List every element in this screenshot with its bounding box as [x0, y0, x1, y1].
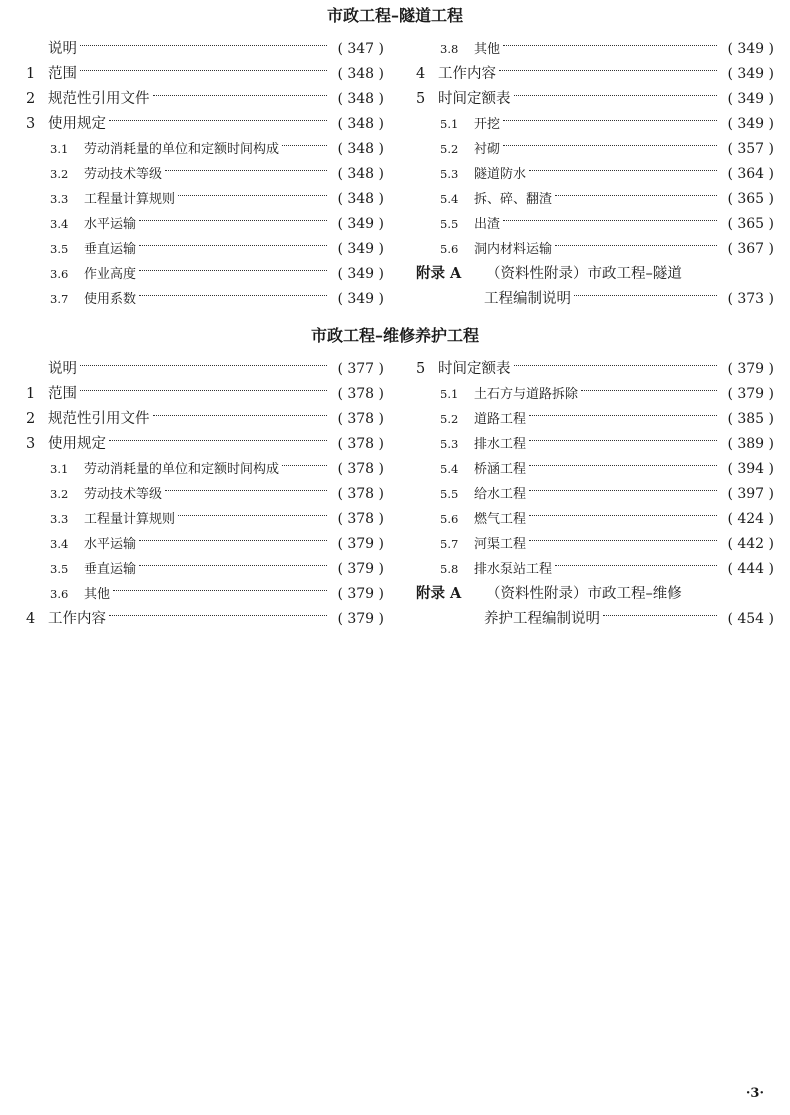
toc-entry-number: 5.6	[440, 512, 459, 526]
toc-entry-page: ( 349 )	[727, 41, 774, 57]
toc-entry[interactable]	[26, 533, 384, 555]
toc-entry-page: ( 444 )	[727, 561, 774, 577]
toc-entry[interactable]	[416, 558, 774, 580]
dot-leader	[80, 364, 327, 366]
dot-leader	[514, 94, 718, 96]
toc-entry-label: 工程量计算规则	[84, 512, 176, 527]
toc-entry-label: 作业高度	[84, 267, 137, 282]
toc-entry-number: 5	[416, 361, 426, 377]
toc-entry[interactable]	[416, 458, 774, 480]
toc-entry-page: ( 348 )	[337, 191, 384, 207]
section-title-tunnel: 市政工程–隧道工程	[326, 6, 463, 25]
toc-entry-number: 3.2	[50, 487, 69, 501]
dot-leader	[139, 269, 327, 271]
toc-entry-number: 3.6	[50, 587, 69, 601]
toc-entry-page: ( 349 )	[727, 66, 774, 82]
dot-leader	[555, 564, 717, 566]
dot-leader	[529, 439, 717, 441]
toc-entry-number: 3.6	[50, 267, 69, 281]
toc-entry-label: （资料性附录）市政工程–隧道	[486, 266, 682, 282]
dot-leader	[153, 94, 328, 96]
toc-entry-number: 3.3	[50, 512, 69, 526]
toc-entry-number: 4	[416, 66, 426, 82]
dot-leader	[581, 389, 717, 391]
toc-entry-label: 水平运输	[84, 217, 137, 232]
dot-leader	[503, 119, 717, 121]
toc-entry-page: ( 442 )	[727, 536, 774, 552]
toc-entry-label: 隧道防水	[474, 167, 527, 182]
toc-entry[interactable]	[26, 583, 384, 605]
toc-entry-page: ( 365 )	[727, 216, 774, 232]
dot-leader	[529, 489, 717, 491]
dot-leader	[529, 539, 717, 541]
toc-entry-label: 拆、碎、翻渣	[474, 192, 553, 207]
dot-leader	[178, 194, 327, 196]
dot-leader	[139, 294, 327, 296]
toc-entry-label: 道路工程	[474, 412, 527, 427]
dot-leader	[139, 244, 327, 246]
dot-leader	[514, 364, 718, 366]
toc-entry-label: 河渠工程	[474, 537, 527, 552]
toc-entry[interactable]	[416, 583, 774, 605]
dot-leader	[282, 144, 327, 146]
dot-leader	[555, 194, 717, 196]
dot-leader	[603, 614, 717, 616]
toc-entry-page: ( 379 )	[727, 361, 774, 377]
toc-entry-page: ( 378 )	[337, 411, 384, 427]
toc-entry-page: ( 349 )	[727, 116, 774, 132]
dot-leader	[139, 564, 327, 566]
toc-entry-page: ( 378 )	[337, 511, 384, 527]
toc-entry-number: 3.4	[50, 217, 69, 231]
toc-entry-page: ( 394 )	[727, 461, 774, 477]
toc-entry[interactable]	[416, 113, 774, 135]
toc-entry-number: 3.4	[50, 537, 69, 551]
toc-entry-label: 水平运输	[84, 537, 137, 552]
toc-entry-number: 3.1	[50, 142, 69, 156]
toc-entry[interactable]	[26, 558, 384, 580]
toc-entry[interactable]	[26, 38, 384, 60]
toc-entry-page: ( 357 )	[727, 141, 774, 157]
dot-leader	[529, 169, 717, 171]
toc-entry-label: 洞内材料运输	[474, 242, 553, 257]
toc-entry[interactable]	[26, 188, 384, 210]
dot-leader	[165, 169, 327, 171]
toc-entry-label: 劳动消耗量的单位和定额时间构成	[84, 142, 280, 157]
toc-entry-page: ( 364 )	[727, 166, 774, 182]
toc-entry-label: 时间定额表	[438, 361, 511, 377]
toc-entry-page: ( 348 )	[337, 91, 384, 107]
toc-entry-page: ( 379 )	[727, 386, 774, 402]
toc-entry-number: 1	[26, 66, 36, 82]
dot-leader	[139, 539, 327, 541]
dot-leader	[499, 69, 717, 71]
toc-entry-label: 衬砌	[474, 142, 501, 157]
toc-entry-page: ( 397 )	[727, 486, 774, 502]
toc-entry[interactable]	[26, 408, 384, 430]
toc-entry-number: 3.7	[50, 292, 69, 306]
toc-entry-number: 附录 A	[416, 585, 462, 602]
toc-entry-number: 1	[26, 386, 36, 402]
toc-entry-page: ( 348 )	[337, 116, 384, 132]
toc-entry-page: ( 349 )	[337, 266, 384, 282]
toc-entry-label: 其他	[474, 42, 501, 57]
toc-entry[interactable]	[416, 533, 774, 555]
dot-leader	[574, 294, 717, 296]
toc-entry-page: ( 373 )	[727, 291, 774, 307]
dot-leader	[503, 219, 717, 221]
toc-entry-number: 3.5	[50, 242, 69, 256]
toc-entry[interactable]	[26, 213, 384, 235]
toc-entry-page: ( 424 )	[727, 511, 774, 527]
toc-entry[interactable]	[416, 88, 774, 110]
toc-entry-number: 2	[26, 411, 36, 427]
toc-entry-number: 5.1	[440, 387, 459, 401]
toc-entry-label: 说明	[48, 41, 77, 57]
toc-entry-label: 规范性引用文件	[48, 91, 150, 107]
toc-entry[interactable]	[416, 163, 774, 185]
toc-entry[interactable]	[416, 508, 774, 530]
toc-entry[interactable]	[26, 88, 384, 110]
toc-entry[interactable]	[26, 383, 384, 405]
toc-entry-label: 使用规定	[48, 436, 106, 452]
toc-entry-page: ( 347 )	[337, 41, 384, 57]
toc-entry-page: ( 349 )	[337, 216, 384, 232]
toc-entry[interactable]	[416, 238, 774, 260]
toc-entry-number: 3	[26, 116, 36, 132]
toc-entry-label: 工作内容	[48, 611, 106, 627]
toc-entry-page: ( 378 )	[337, 386, 384, 402]
toc-entry[interactable]	[26, 163, 384, 185]
dot-leader	[80, 44, 327, 46]
toc-entry[interactable]	[26, 508, 384, 530]
toc-entry-label: 养护工程编制说明	[484, 611, 600, 627]
section-title-maintenance: 市政工程–维修养护工程	[310, 326, 479, 345]
dot-leader	[529, 514, 717, 516]
toc-entry[interactable]	[416, 608, 774, 630]
dot-leader	[178, 514, 327, 516]
toc-entry-page: ( 379 )	[337, 611, 384, 627]
toc-entry-page: ( 348 )	[337, 166, 384, 182]
toc-entry[interactable]	[416, 433, 774, 455]
toc-entry-page: ( 454 )	[727, 611, 774, 627]
toc-entry[interactable]	[26, 288, 384, 310]
toc-entry-label: 范围	[48, 66, 77, 82]
toc-entry[interactable]	[26, 238, 384, 260]
toc-entry-number: 3.8	[440, 42, 459, 56]
toc-entry-number: 3.5	[50, 562, 69, 576]
toc-entry-label: 劳动技术等级	[84, 487, 163, 502]
toc-entry-label: 劳动技术等级	[84, 167, 163, 182]
toc-entry-page: ( 379 )	[337, 586, 384, 602]
toc-entry-page: ( 389 )	[727, 436, 774, 452]
toc-entry[interactable]	[416, 213, 774, 235]
toc-entry-label: 垂直运输	[84, 242, 137, 257]
dot-leader	[113, 589, 327, 591]
toc-entry-label: 桥涵工程	[474, 462, 527, 477]
toc-entry-number: 5.1	[440, 117, 459, 131]
dot-leader	[153, 414, 328, 416]
toc-entry-number: 5.6	[440, 242, 459, 256]
toc-entry-number: 5.4	[440, 462, 459, 476]
toc-entry-page: ( 348 )	[337, 141, 384, 157]
toc-entry[interactable]	[416, 263, 774, 285]
dot-leader	[503, 44, 717, 46]
toc-entry[interactable]	[26, 63, 384, 85]
dot-leader	[139, 219, 327, 221]
dot-leader	[80, 389, 327, 391]
toc-entry-label: 垂直运输	[84, 562, 137, 577]
dot-leader	[282, 464, 327, 466]
toc-entry[interactable]	[26, 433, 384, 455]
toc-entry-label: 其他	[84, 587, 111, 602]
toc-entry-label: 工程量计算规则	[84, 192, 176, 207]
toc-entry-page: ( 365 )	[727, 191, 774, 207]
toc-entry-label: 排水工程	[474, 437, 527, 452]
toc-entry[interactable]	[416, 63, 774, 85]
toc-entry[interactable]	[26, 483, 384, 505]
toc-entry-number: 5.3	[440, 167, 459, 181]
toc-entry-number: 5.5	[440, 217, 459, 231]
dot-leader	[165, 489, 327, 491]
toc-entry-label: 燃气工程	[474, 512, 527, 527]
toc-entry-label: 排水泵站工程	[474, 562, 553, 577]
toc-entry-number: 3	[26, 436, 36, 452]
toc-entry-number: 3.1	[50, 462, 69, 476]
dot-leader	[109, 614, 327, 616]
page-number: ·3·	[745, 1086, 764, 1101]
toc-entry-label: （资料性附录）市政工程–维修	[486, 586, 682, 602]
toc-entry-page: ( 385 )	[727, 411, 774, 427]
toc-entry-label: 时间定额表	[438, 91, 511, 107]
toc-entry-label: 给水工程	[474, 487, 527, 502]
toc-entry[interactable]	[416, 38, 774, 60]
toc-entry-label: 使用规定	[48, 116, 106, 132]
toc-entry-page: ( 379 )	[337, 536, 384, 552]
toc-entry-page: ( 349 )	[337, 291, 384, 307]
toc-entry[interactable]	[26, 608, 384, 630]
toc-entry-number: 5.4	[440, 192, 459, 206]
toc-entry-number: 5.8	[440, 562, 459, 576]
toc-entry-page: ( 377 )	[337, 361, 384, 377]
toc-entry-label: 工作内容	[438, 66, 496, 82]
toc-entry[interactable]	[26, 138, 384, 160]
toc-entry-number: 4	[26, 611, 36, 627]
toc-entry[interactable]	[416, 358, 774, 380]
toc-entry-number: 3.2	[50, 167, 69, 181]
toc-entry[interactable]	[26, 458, 384, 480]
dot-leader	[555, 244, 717, 246]
toc-entry[interactable]	[26, 113, 384, 135]
toc-entry-label: 土石方与道路拆除	[474, 387, 579, 402]
toc-entry-number: 5.2	[440, 142, 459, 156]
toc-entry-number: 5.2	[440, 412, 459, 426]
toc-entry-number: 5.7	[440, 537, 459, 551]
toc-entry[interactable]	[416, 288, 774, 310]
dot-leader	[503, 144, 717, 146]
dot-leader	[529, 464, 717, 466]
toc-entry-label: 工程编制说明	[484, 291, 571, 307]
toc-entry-number: 附录 A	[416, 265, 462, 282]
toc-entry-label: 使用系数	[84, 292, 137, 307]
toc-entry-label: 说明	[48, 361, 77, 377]
toc-entry-number: 5.5	[440, 487, 459, 501]
toc-entry[interactable]	[416, 483, 774, 505]
toc-entry[interactable]	[416, 188, 774, 210]
toc-entry-page: ( 349 )	[727, 91, 774, 107]
toc-entry-number: 3.3	[50, 192, 69, 206]
dot-leader	[80, 69, 327, 71]
toc-entry-label: 劳动消耗量的单位和定额时间构成	[84, 462, 280, 477]
toc-entry-page: ( 378 )	[337, 486, 384, 502]
toc-entry-label: 规范性引用文件	[48, 411, 150, 427]
toc-entry-page: ( 378 )	[337, 461, 384, 477]
dot-leader	[529, 414, 717, 416]
toc-entry[interactable]	[416, 408, 774, 430]
toc-entry-label: 出渣	[474, 217, 501, 232]
toc-entry-number: 5	[416, 91, 426, 107]
toc-entry-page: ( 349 )	[337, 241, 384, 257]
toc-entry[interactable]	[416, 138, 774, 160]
toc-entry[interactable]	[416, 383, 774, 405]
toc-entry[interactable]	[26, 263, 384, 285]
toc-entry-page: ( 379 )	[337, 561, 384, 577]
toc-entry-label: 范围	[48, 386, 77, 402]
toc-entry-page: ( 348 )	[337, 66, 384, 82]
dot-leader	[109, 439, 327, 441]
dot-leader	[109, 119, 327, 121]
toc-entry-page: ( 367 )	[727, 241, 774, 257]
toc-entry-number: 2	[26, 91, 36, 107]
toc-entry-page: ( 378 )	[337, 436, 384, 452]
toc-entry-label: 开挖	[474, 117, 501, 132]
toc-entry-number: 5.3	[440, 437, 459, 451]
toc-entry[interactable]	[26, 358, 384, 380]
